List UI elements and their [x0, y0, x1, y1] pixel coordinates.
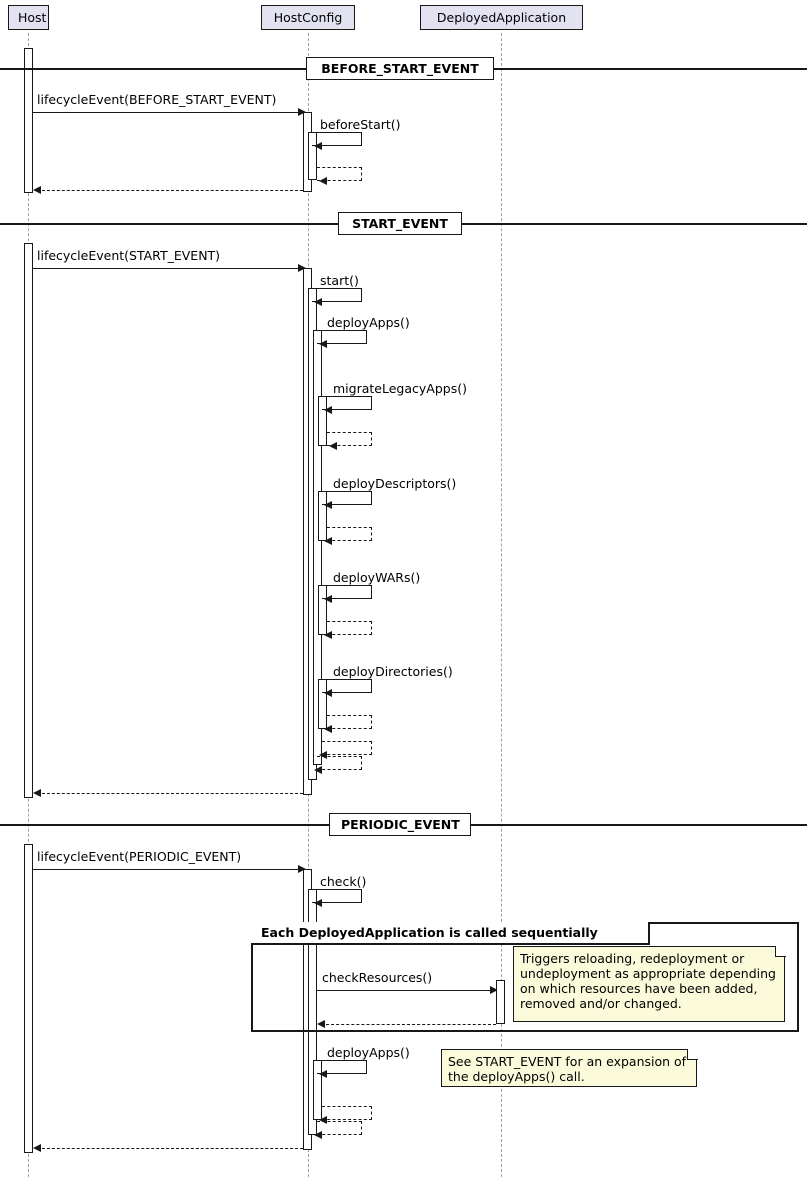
note-deployapps: [441, 1049, 697, 1087]
separator-start-event: [338, 212, 462, 235]
separator-periodic-label: PERIODIC_EVENT: [341, 817, 460, 832]
arrowhead-start: [314, 298, 322, 306]
activation-host-2: [24, 243, 33, 798]
arrowhead-return-checkresources: [317, 1020, 325, 1028]
message-label-migratelegacyapps: migrateLegacyApps(): [333, 381, 467, 396]
selfloop-deploywars-return: [327, 621, 372, 635]
arrowhead-deploydirectories: [324, 689, 332, 697]
selfloop-deploydescriptors-return: [327, 527, 372, 541]
message-label-deployapps-2: deployApps(): [327, 1045, 410, 1060]
message-label-lifecycle-start: lifecycleEvent(START_EVENT): [37, 248, 221, 263]
arrowhead-deploydirectories-return: [324, 725, 332, 733]
separator-start-label: START_EVENT: [352, 216, 448, 231]
arrowhead-return-start: [33, 789, 41, 797]
arrowhead-deployapps-2: [319, 1070, 327, 1078]
message-label-lifecycle-periodic: lifecycleEvent(PERIODIC_EVENT): [37, 849, 242, 864]
participant-host-label: Host: [18, 10, 47, 25]
participant-hostconfig-label: HostConfig: [273, 10, 343, 25]
selfloop-deployapps-2-return: [322, 1106, 372, 1120]
return-arrow-periodic: [42, 1148, 303, 1149]
arrowhead-check-return: [314, 1131, 322, 1139]
arrowhead-return-periodic: [33, 1144, 41, 1152]
message-label-deploydirectories: deployDirectories(): [333, 664, 453, 679]
arrowhead-deploydescriptors-return: [324, 537, 332, 545]
arrowhead-beforestart-return: [319, 177, 327, 185]
arrowhead-deployapps-1: [319, 340, 327, 348]
arrowhead-deploywars: [324, 595, 332, 603]
arrowhead-deploydescriptors: [324, 501, 332, 509]
message-label-beforestart: beforeStart(): [320, 117, 401, 132]
message-label-lifecycle-before-start: lifecycleEvent(BEFORE_START_EVENT): [37, 92, 277, 107]
arrowhead-deploywars-return: [324, 631, 332, 639]
note-deployapps-text: See START_EVENT for an expansion of the deployApps() call.: [448, 1054, 687, 1084]
arrowhead-return-before-start: [33, 186, 41, 194]
selfloop-start-return: [317, 756, 362, 770]
note-checkresources-fold: [775, 946, 786, 957]
return-arrow-checkresources: [326, 1024, 496, 1025]
note-checkresources-text: Triggers reloading, redeployment or undeployment as appropriate depending on which resources have been added, removed and/or changed.: [520, 951, 776, 1011]
arrowhead-check: [314, 899, 322, 907]
arrowhead-migratelegacyapps: [324, 406, 332, 414]
note-deployapps-fold: [687, 1049, 698, 1060]
separator-periodic-event: [329, 813, 471, 836]
message-arrow-lifecycle-before-start: [33, 112, 298, 113]
arrowhead-start-return: [314, 766, 322, 774]
activation-deployedapplication: [496, 980, 505, 1024]
arrowhead-beforestart: [314, 142, 322, 150]
message-label-checkresources: checkResources(): [322, 970, 433, 985]
participant-host[interactable]: [8, 5, 49, 30]
message-arrow-checkresources: [317, 990, 490, 991]
message-label-deploydescriptors: deployDescriptors(): [333, 476, 457, 491]
selfloop-deploydirectories-return: [327, 715, 372, 729]
message-label-deployapps-1: deployApps(): [327, 315, 410, 330]
arrowhead-migratelegacyapps-return: [329, 442, 337, 450]
message-arrow-lifecycle-periodic: [33, 869, 298, 870]
note-checkresources: [513, 946, 785, 1022]
selfloop-check-return: [317, 1121, 362, 1135]
message-label-check: check(): [320, 874, 367, 889]
return-arrow-start: [42, 793, 303, 794]
participant-deployedapplication-label: DeployedApplication: [436, 10, 567, 25]
message-label-deploywars: deployWARs(): [333, 570, 421, 585]
group-label: Each DeployedApplication is called sequentially: [261, 925, 598, 940]
message-label-start: start(): [320, 273, 359, 288]
participant-deployedapplication[interactable]: [420, 5, 583, 30]
activation-host-3: [24, 844, 33, 1153]
group-each-deployedapplication-tab: [251, 922, 650, 945]
separator-before-start-label: BEFORE_START_EVENT: [321, 61, 479, 76]
separator-before-start-event: [306, 57, 494, 80]
participant-hostconfig[interactable]: [261, 5, 355, 30]
message-arrow-lifecycle-start: [33, 268, 298, 269]
return-arrow-before-start: [42, 190, 303, 191]
selfloop-deployapps-1-return: [322, 741, 372, 755]
